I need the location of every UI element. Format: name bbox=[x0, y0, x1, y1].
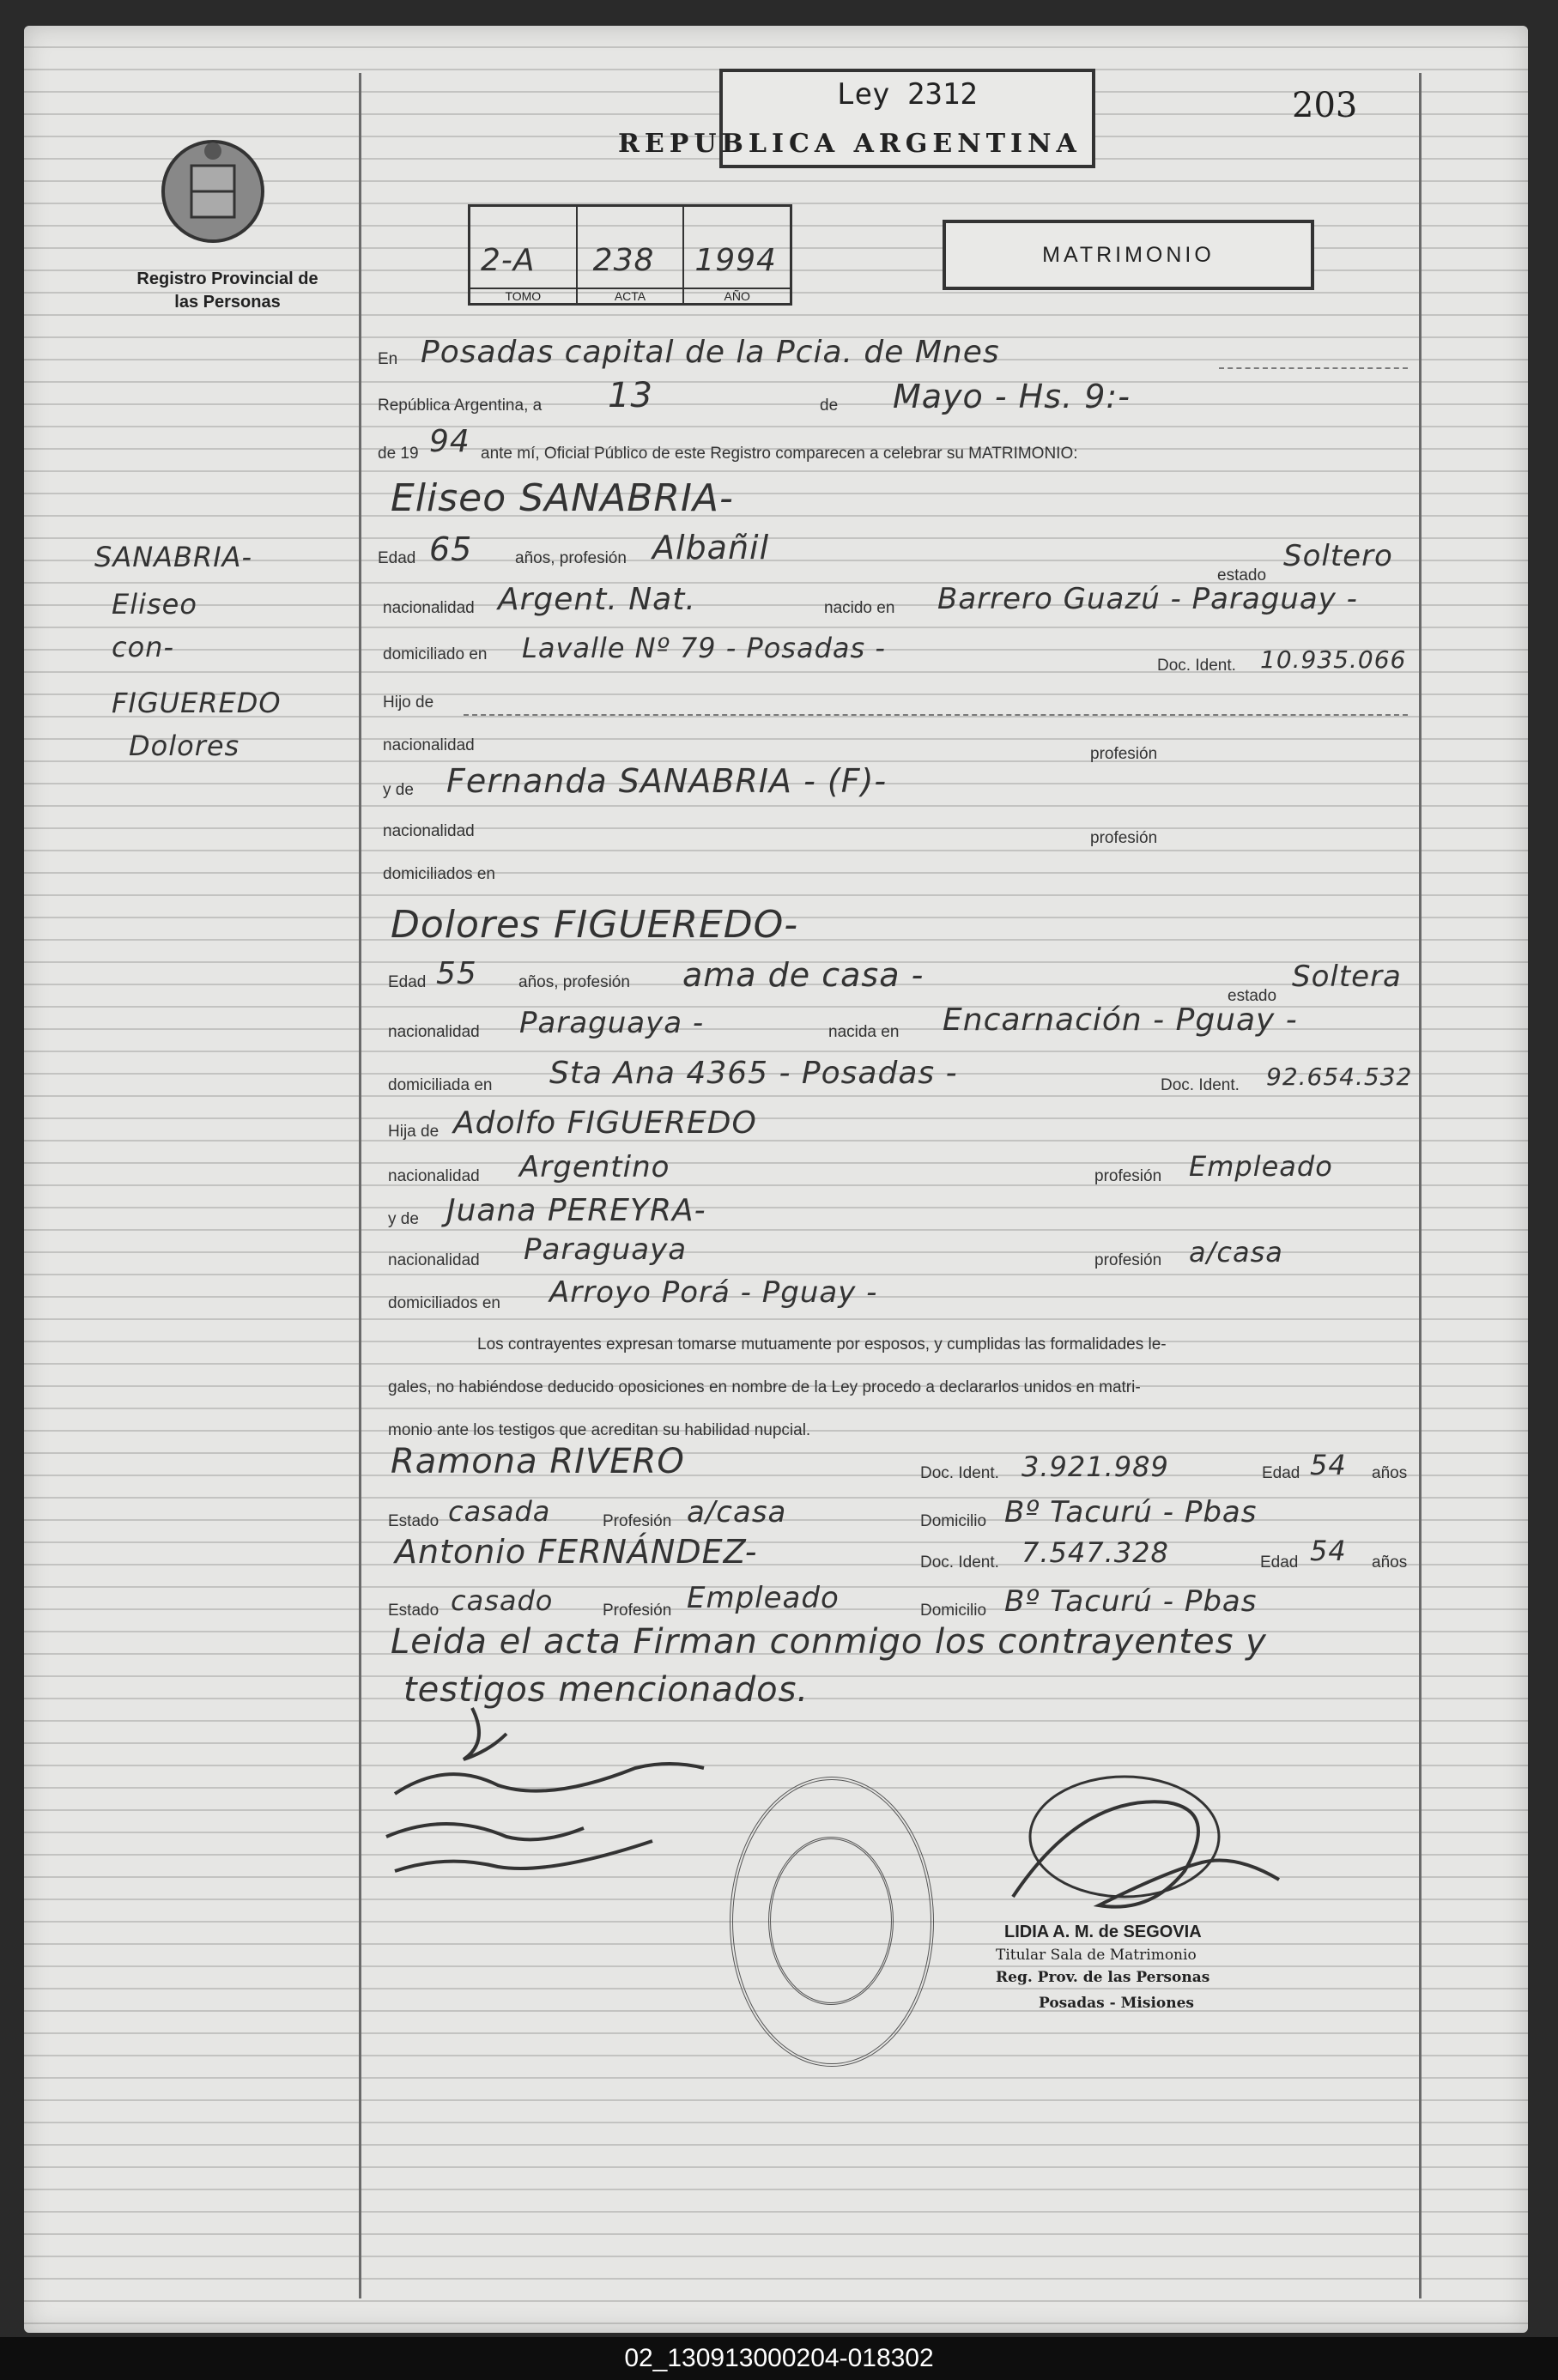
right-margin-line bbox=[1419, 73, 1422, 2298]
oficial-lugar: Posadas - Misiones bbox=[1039, 1995, 1195, 2012]
c1-madre-prof-label: profesión bbox=[1090, 829, 1158, 847]
tomo-value: 2-A bbox=[481, 243, 536, 278]
c2-domicilio-label: domiciliada en bbox=[388, 1076, 493, 1094]
testigo-2-edad-label: Edad bbox=[1260, 1553, 1299, 1572]
oficial-reg: Reg. Prov. de las Personas bbox=[996, 1969, 1210, 1986]
testigo-2-estado: casado bbox=[451, 1584, 554, 1617]
testigo-2-estado-label: Estado bbox=[388, 1602, 440, 1620]
testigo-2-profesion: Empleado bbox=[687, 1581, 840, 1615]
c2-estado: Soltera bbox=[1292, 960, 1402, 994]
testigo-2-nombre: Antonio FERNÁNDEZ- bbox=[395, 1533, 758, 1571]
c2-madre-nac: Paraguaya bbox=[524, 1232, 688, 1267]
c1-estado-label: estado bbox=[1217, 566, 1267, 584]
dash-line bbox=[1219, 367, 1408, 369]
testigo-1-doc-label: Doc. Ident. bbox=[920, 1464, 999, 1482]
margin-note-4: FIGUEREDO bbox=[112, 687, 282, 719]
page-number: 203 bbox=[1292, 86, 1358, 125]
testigo-2-profesion-label: Profesión bbox=[603, 1602, 672, 1620]
c1-domiciliados-label: domiciliados en bbox=[383, 865, 495, 883]
oficial-nombre: LIDIA A. M. de SEGOVIA bbox=[1004, 1923, 1202, 1941]
c2-padre: Adolfo FIGUEREDO bbox=[453, 1105, 757, 1141]
signatures-icon bbox=[378, 1691, 773, 1888]
c2-edad-label: Edad bbox=[388, 973, 427, 991]
margin-line bbox=[359, 73, 361, 2298]
official-signature-icon bbox=[987, 1768, 1313, 1923]
de-label: de bbox=[820, 397, 839, 415]
declaracion-line-2: gales, no habiéndose deducido oposiciones en nombre de la Ley procedo a declararlos unidos en matri- bbox=[388, 1378, 1141, 1396]
c2-nacida: Encarnación - Pguay - bbox=[943, 1002, 1298, 1038]
c2-madre-nac-label: nacionalidad bbox=[388, 1251, 480, 1269]
testigo-1-profesion-label: Profesión bbox=[603, 1512, 672, 1530]
testigo-1-estado: casada bbox=[448, 1495, 551, 1528]
c2-profesion: ama de casa - bbox=[682, 956, 924, 994]
c2-doc: 92.654.532 bbox=[1266, 1063, 1413, 1091]
c2-madre-label: y de bbox=[388, 1210, 419, 1228]
testigo-2-edad: 54 bbox=[1310, 1535, 1347, 1567]
c2-nombre: Dolores FIGUEREDO- bbox=[391, 903, 799, 947]
c1-profesion: Albañil bbox=[652, 529, 770, 566]
testigo-2-doc: 7.547.328 bbox=[1021, 1536, 1169, 1569]
footer-id: 02_130913000204-018302 bbox=[624, 2344, 934, 2372]
c2-padre-prof-label: profesión bbox=[1094, 1167, 1162, 1185]
testigo-2-domicilio: Bº Tacurú - Pbas bbox=[1004, 1584, 1258, 1619]
c2-domiciliados-label: domiciliados en bbox=[388, 1294, 500, 1312]
ano-value: 1994 bbox=[694, 243, 777, 278]
c1-madre-label: y de bbox=[383, 781, 414, 799]
cierre-line-2: testigos mencionados. bbox=[403, 1670, 809, 1710]
c2-anos-profesion: años, profesión bbox=[518, 973, 630, 991]
margin-note-1: SANABRIA- bbox=[94, 541, 253, 573]
republica-label: República Argentina, a bbox=[378, 397, 543, 415]
testigo-2-domicilio-label: Domicilio bbox=[920, 1602, 987, 1620]
c1-doc: 10.935.066 bbox=[1260, 645, 1407, 674]
c1-nacido: Barrero Guazú - Paraguay - bbox=[937, 582, 1358, 616]
testigo-1-nombre: Ramona RIVERO bbox=[391, 1442, 685, 1481]
testigo-1-domicilio-label: Domicilio bbox=[920, 1512, 987, 1530]
en-label: En bbox=[378, 350, 398, 368]
c2-nacida-label: nacida en bbox=[828, 1023, 900, 1041]
dash-line bbox=[464, 714, 1408, 716]
anio-value: 94 bbox=[429, 424, 470, 459]
c2-madre: Juana PEREYRA- bbox=[446, 1193, 706, 1228]
c1-edad-label: Edad bbox=[378, 549, 416, 567]
ante-text: ante mí, Oficial Público de este Registro comparecen a celebrar su MATRIMONIO: bbox=[481, 445, 1078, 463]
acta-label: ACTA bbox=[578, 288, 683, 303]
testigo-1-edad-label: Edad bbox=[1262, 1464, 1300, 1482]
coat-of-arms-icon bbox=[153, 136, 273, 247]
c2-domiciliados: Arroyo Porá - Pguay - bbox=[549, 1275, 878, 1310]
testigo-1-estado-label: Estado bbox=[388, 1512, 440, 1530]
c2-nac-label: nacionalidad bbox=[388, 1023, 480, 1041]
margin-note-3: con- bbox=[112, 631, 174, 663]
acta-value: 238 bbox=[592, 243, 655, 278]
tomo-label: TOMO bbox=[470, 288, 576, 303]
registro-label: Registro Provincial de las Personas bbox=[136, 269, 318, 312]
testigo-1-doc: 3.921.989 bbox=[1021, 1450, 1169, 1483]
c2-padre-prof: Empleado bbox=[1189, 1150, 1333, 1183]
c1-edad: 65 bbox=[429, 530, 473, 568]
c1-madre-nac-label: nacionalidad bbox=[383, 822, 475, 840]
c1-domicilio-label: domiciliado en bbox=[383, 645, 488, 663]
type-box bbox=[943, 220, 1314, 290]
cierre-line-1: Leida el acta Firman conmigo los contrayentes y bbox=[391, 1622, 1267, 1662]
c2-edad: 55 bbox=[436, 956, 477, 991]
tomo-cell bbox=[470, 207, 578, 303]
c1-nac-label: nacionalidad bbox=[383, 599, 475, 617]
c2-madre-prof: a/casa bbox=[1189, 1236, 1283, 1269]
c2-hija-label: Hija de bbox=[388, 1123, 440, 1141]
c1-madre: Fernanda SANABRIA - (F)- bbox=[446, 762, 888, 800]
c1-nacido-label: nacido en bbox=[824, 599, 895, 617]
c2-padre-nac-label: nacionalidad bbox=[388, 1167, 480, 1185]
acta-cell bbox=[578, 207, 685, 303]
c2-nacionalidad: Paraguaya - bbox=[519, 1006, 705, 1040]
testigo-2-doc-label: Doc. Ident. bbox=[920, 1553, 999, 1572]
c1-padre-prof-label: profesión bbox=[1090, 745, 1158, 763]
ano-label: AÑO bbox=[684, 288, 790, 303]
c1-domicilio: Lavalle Nº 79 - Posadas - bbox=[522, 632, 886, 664]
testigo-2-anos: años bbox=[1372, 1553, 1408, 1572]
tomo-acta-ano-box bbox=[468, 204, 792, 306]
footer-bar bbox=[0, 2337, 1558, 2380]
de19-label: de 19 bbox=[378, 445, 419, 463]
testigo-1-profesion: a/casa bbox=[687, 1495, 787, 1529]
en-value: Posadas capital de la Pcia. de Mnes bbox=[421, 335, 1000, 370]
c2-madre-prof-label: profesión bbox=[1094, 1251, 1162, 1269]
mes-value: Mayo - Hs. 9:- bbox=[893, 378, 1131, 415]
c1-hijo-label: Hijo de bbox=[383, 693, 434, 712]
c1-padre-nac-label: nacionalidad bbox=[383, 736, 475, 754]
ano-cell bbox=[684, 207, 790, 303]
margin-note-5: Dolores bbox=[129, 730, 240, 762]
type-label: MATRIMONIO bbox=[1042, 243, 1215, 267]
testigo-1-domicilio: Bº Tacurú - Pbas bbox=[1004, 1495, 1258, 1529]
c1-doc-label: Doc. Ident. bbox=[1157, 657, 1236, 675]
seal-inner-icon bbox=[768, 1837, 894, 2005]
c1-nombre: Eliseo SANABRIA- bbox=[391, 476, 734, 520]
testigo-1-anos: años bbox=[1372, 1464, 1408, 1482]
dia-value: 13 bbox=[608, 376, 653, 415]
c1-nacionalidad: Argent. Nat. bbox=[498, 582, 696, 617]
declaracion-line-3: monio ante los testigos que acreditan su habilidad nupcial. bbox=[388, 1421, 811, 1439]
margin-note-2: Eliseo bbox=[112, 588, 197, 621]
c2-doc-label: Doc. Ident. bbox=[1161, 1076, 1240, 1094]
c2-domicilio: Sta Ana 4365 - Posadas - bbox=[549, 1056, 958, 1091]
c2-estado-label: estado bbox=[1228, 987, 1277, 1005]
testigo-1-edad: 54 bbox=[1310, 1449, 1347, 1481]
c1-anos-profesion: años, profesión bbox=[515, 549, 627, 567]
oficial-cargo: Titular Sala de Matrimonio bbox=[996, 1947, 1197, 1964]
ley-label: Ley 2312 bbox=[837, 77, 978, 112]
c2-padre-nac: Argentino bbox=[519, 1150, 670, 1184]
republica-heading: REPUBLICA ARGENTINA bbox=[618, 129, 1082, 159]
c1-estado: Soltero bbox=[1283, 539, 1393, 573]
declaracion-line-1: Los contrayentes expresan tomarse mutuamente por esposos, y cumplidas las formalidades le- bbox=[477, 1335, 1167, 1354]
